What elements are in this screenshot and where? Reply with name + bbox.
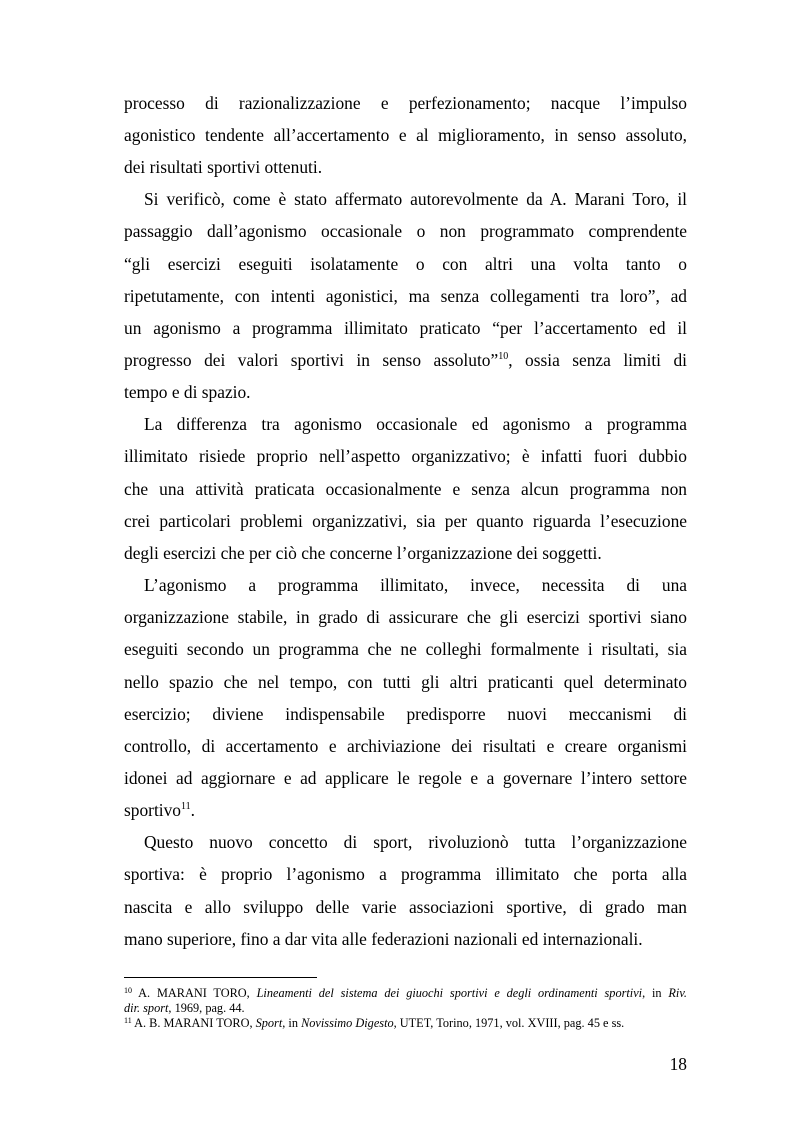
footnote-10-line1 (124, 986, 687, 1001)
footnote-journal: dir. sport (124, 1001, 169, 1015)
body-line: sportiva: è proprio l’agonismo a programma illimitato che porta alla (124, 864, 687, 884)
body-line: passaggio dall’agonismo occasionale o non programmato comprendente (124, 221, 687, 241)
body-line: L’agonismo a programma illimitato, invece, necessita di una (144, 575, 687, 595)
text-segment: sportivo (124, 800, 182, 820)
body-line: controllo, di accertamento e archiviazione dei risultati e creare organismi (124, 736, 687, 756)
footnote-author: A. B. MARANI TORO, (131, 1016, 256, 1030)
body-line-with-footnote (124, 348, 687, 372)
body-line: agonistico tendente all’accertamento e al miglioramento, in senso assoluto, (124, 125, 687, 145)
footnote-ref-10[interactable]: 10 (498, 351, 509, 362)
footnote-title: Lineamenti del sistema dei giuochi sportivi e degli ordinamenti sportivi (256, 986, 643, 1000)
body-line: tempo e di spazio. (124, 382, 251, 402)
body-line: processo di razionalizzazione e perfezionamento; nacque l’impulso (124, 93, 687, 113)
body-line: organizzazione stabile, in grado di assicurare che gli esercizi sportivi siano (124, 607, 687, 627)
body-line: eseguiti secondo un programma che ne colleghi formalmente i risultati, sia (124, 639, 687, 659)
body-line: illimitato risiede proprio nell’aspetto organizzativo; è infatti fuori dubbio (124, 446, 687, 466)
body-line: che una attività praticata occasionalmente e senza alcun programma non (124, 479, 687, 499)
footnote-10-line2 (124, 1001, 687, 1016)
body-line: nello spazio che nel tempo, con tutti gli altri praticanti quel determinato (124, 672, 687, 692)
footnote-text: , UTET, Torino, 1971, vol. XVIII, pag. 45 e ss. (393, 1016, 625, 1030)
page-number: 18 (669, 1054, 687, 1074)
footnote-journal: Riv. (668, 986, 687, 1000)
body-line: Questo nuovo concetto di sport, rivoluzionò tutta l’organizzazione (144, 832, 687, 852)
body-line: nascita e allo sviluppo delle varie associazioni sportive, di grado man (124, 897, 687, 917)
body-line: un agonismo a programma illimitato praticato “per l’accertamento ed il (124, 318, 687, 338)
text-segment: . (190, 800, 196, 820)
body-line-with-footnote (124, 798, 687, 822)
text-segment: , ossia senza limiti di (508, 350, 687, 370)
body-line: La differenza tra agonismo occasionale ed agonismo a programma (144, 414, 687, 434)
body-line: “gli esercizi eseguiti isolatamente o con altri una volta tanto o (124, 254, 687, 274)
footnote-number: 11 (124, 1016, 132, 1025)
body-line: idonei ad aggiornare e ad applicare le regole e a governare l’intero settore (124, 768, 687, 788)
body-line: crei particolari problemi organizzativi, sia per quanto riguarda l’esecuzione (124, 511, 687, 531)
body-line: mano superiore, fino a dar vita alle federazioni nazionali ed internazionali. (124, 929, 643, 949)
footnote-text: , in (282, 1016, 302, 1030)
footnote-text: , 1969, pag. 44. (168, 1001, 245, 1015)
footnote-author: A. MARANI TORO, (132, 986, 257, 1000)
footnote-number: 10 (124, 986, 132, 995)
body-line: esercizio; diviene indispensabile predisporre nuovi meccanismi di (124, 704, 687, 724)
footnote-title: Sport (255, 1016, 283, 1030)
footnote-work: Novissimo Digesto (301, 1016, 394, 1030)
text-segment: progresso dei valori sportivi in senso assoluto” (124, 350, 499, 370)
footnote-separator (124, 977, 317, 978)
body-line: degli esercizi che per ciò che concerne l’organizzazione dei soggetti. (124, 543, 602, 563)
footnote-text: , in (642, 986, 669, 1000)
body-line: Si verificò, come è stato affermato autorevolmente da A. Marani Toro, il (144, 189, 687, 209)
footnote-11 (124, 1016, 687, 1031)
body-line: ripetutamente, con intenti agonistici, ma senza collegamenti tra loro”, ad (124, 286, 687, 306)
body-line: dei risultati sportivi ottenuti. (124, 157, 323, 177)
footnote-ref-11[interactable]: 11 (181, 801, 191, 812)
